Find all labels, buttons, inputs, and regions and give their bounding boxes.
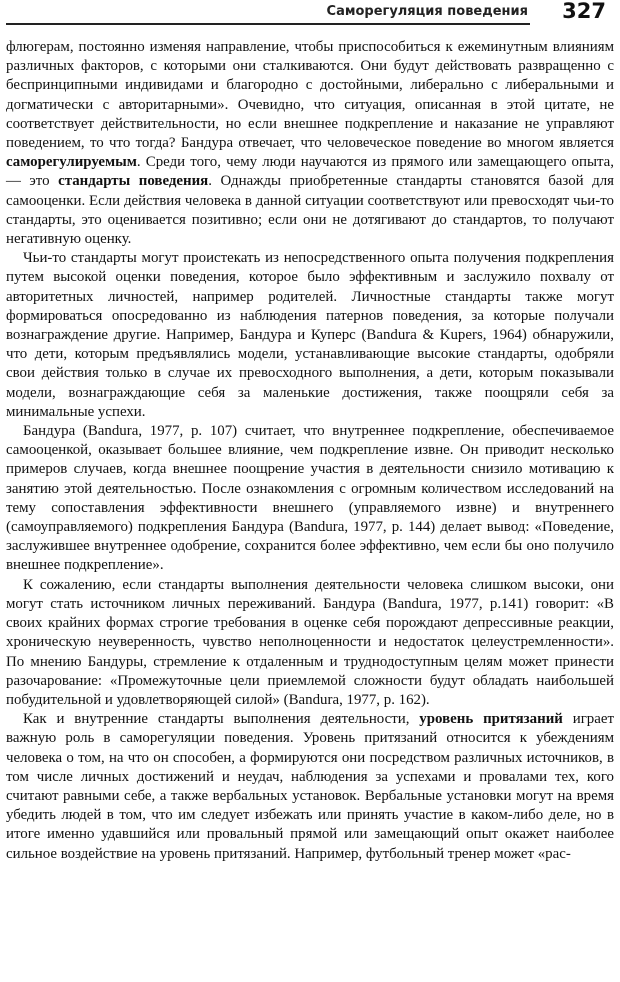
running-title: Саморегуляция поведения bbox=[326, 4, 528, 19]
page-number: 327 bbox=[562, 0, 606, 23]
text-run: К сожалению, если стандарты выполнения деятельности человека слишком высоки, они могут стать источником личных переживаний. Бандура (Bandura, 1977, p.141) говорит: «В своих крайних формах строгие требования в оценке себя порождают депрессивные реакции, хроническую неуверенность, чувство неполноценности и недостаток целеустремленности». По мнению Бандуры, стремление к отдаленным и труднодоступным целям может принести разочарование: «Промежуточные цели приемлемой сложности будут обладать наибольшей побудительной и удовлетворяющей силой» (Bandura, 1977, p. 162). bbox=[6, 576, 614, 708]
text-run: флюгерам, постоянно изменяя направление, чтобы приспособиться к ежеминутным влияниям различных факторов, с которыми они сталкиваются. Они будут действовать развращенно с беспринципными индивидами и благородно с достойными, либерально с либеральными и догматически с авторитарными». Очевидно, что ситуация, описанная в этой цитате, не соответствует действительности, но если внешнее подкрепление и наказание не управляют поведением, то что тогда? Бандура отвечает, что человеческое поведение во многом является bbox=[6, 39, 614, 152]
paragraph-4 bbox=[6, 576, 614, 710]
key-term: уровень притязаний bbox=[419, 711, 563, 728]
text-run: . Однажды приобретенные стандарты становятся базой для самооценки. Если действия человека в данной ситуации соответствуют или превосходят чьи-то стандарты, это оценивается позитивно; если они не дотягивают до стандартов, то получают негативную оценку. bbox=[6, 173, 615, 248]
text-run: играет важную роль в саморегуляции поведения. Уровень притязаний относится к убеждениям человека о том, на что он способен, а формируются они посредством различных источников, в том числе личных достижений и неудач, наблюдения за успехами и провалами тех, кого считают равными себе, а также вербальных установок. Вербальные установки могут на время убедить людей в том, что им следует избежать или принять участие в каком-либо деле, но в итоге именно удавшийся или провальный прямой или замещающий опыт окажет наиболее сильное воздействие на уровень притязаний. Например, футбольный тренер может «рас- bbox=[6, 711, 614, 862]
text-run: Как и внутренние стандарты выполнения деятельности, bbox=[23, 711, 420, 728]
text-run: Чьи-то стандарты могут проистекать из непосредственного опыта получения подкрепления путем высокой оценки поведения, которое было эффективным и заслужило похвалу от авторитетных личностей, например родителей. Личностные стандарты также могут формироваться опосредованно из наблюдения патернов поведения, за которые получали вознаграждение другие. Например, Бандура и Куперс (Bandura & Kupers, 1964) обнаружили, что дети, которым предъявлялись модели, устанавливающие высокие стандарты, одобряли свои действия только в случае их превосходного выполнения, а дети, которым показывали модели, вознаграждающие себя за маленькие достижения, также поощряли себя за минимальные успехи. bbox=[6, 250, 614, 420]
text-run: Бандура (Bandura, 1977, p. 107) считает, что внутреннее подкрепление, обеспечиваемое самооценкой, оказывает большее влияние, чем подкрепление извне. Он приводит несколько примеров случаев, когда внешнее поощрение участия в деятельности снизило мотивацию к занятию этой деятельностью. После ознакомления с огромным количеством исследований на тему сопоставления эффективности внешнего (управляемого извне) и внутреннего (самоуправляемого) подкрепления Бандура (Bandura, 1977, p. 144) делает вывод: «Поведение, заслужившее внутреннее одобрение, сохранится более эффективно, чем если бы оно получило внешнее подкрепление». bbox=[6, 423, 614, 574]
running-head bbox=[0, 0, 612, 30]
paragraph-3 bbox=[6, 422, 614, 576]
paragraph-1 bbox=[6, 38, 614, 249]
body-text bbox=[6, 38, 614, 864]
paragraph-5 bbox=[6, 710, 614, 864]
paragraph-2 bbox=[6, 249, 614, 422]
key-term: саморегулируемым bbox=[6, 154, 137, 171]
header-rule bbox=[6, 23, 530, 25]
text-run: . Среди того, чему люди научаются из прямого или замещающего опыта, — это bbox=[6, 154, 614, 190]
key-term: стандарты поведения bbox=[58, 173, 209, 190]
